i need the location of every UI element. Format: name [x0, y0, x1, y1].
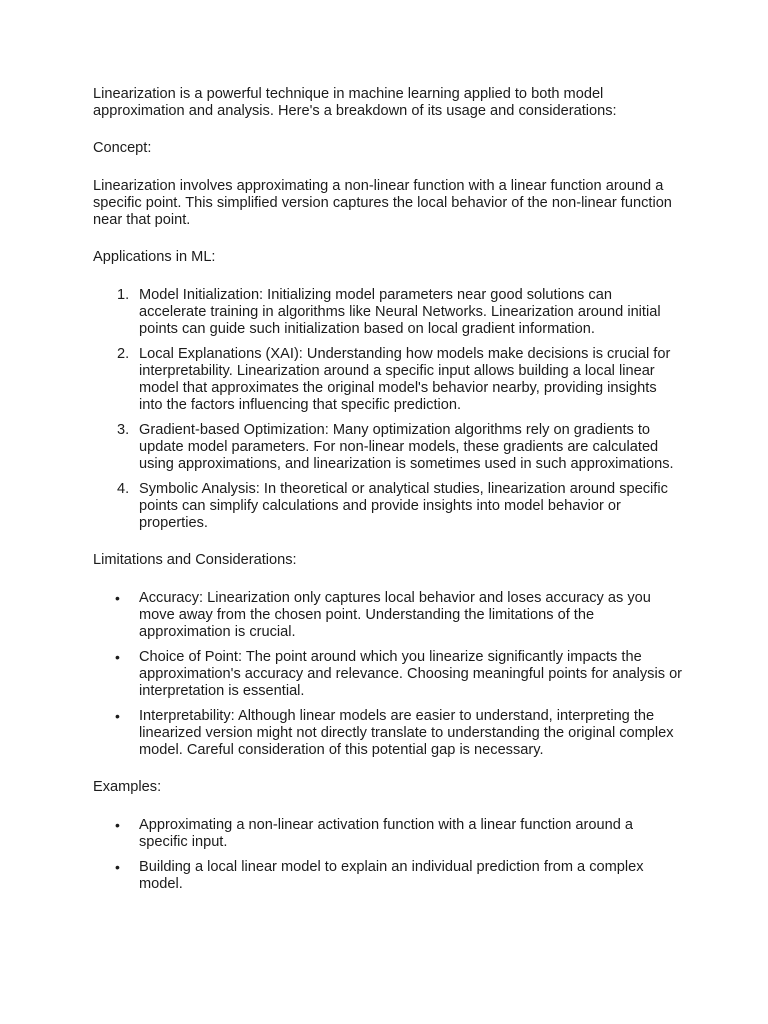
applications-heading: Applications in ML: [93, 249, 216, 265]
list-item [93, 422, 683, 473]
list-item [93, 708, 683, 759]
list-item [93, 859, 683, 893]
list-number: 1. [117, 287, 130, 303]
bullet-icon: • [115, 708, 120, 724]
list-item-text: Approximating a non-linear activation function with a linear function around a specific input. [139, 817, 634, 850]
list-item-text: Accuracy: Linearization only captures local behavior and loses accuracy as you move away from the chosen point. Understanding the limitations of the approximation is crucial. [139, 590, 651, 640]
list-item [93, 817, 683, 851]
limitations-heading: Limitations and Considerations: [93, 552, 297, 568]
list-item-text: Building a local linear model to explain an individual prediction from a complex model. [139, 859, 644, 892]
list-item-text: Gradient-based Optimization: Many optimization algorithms rely on gradients to update model parameters. For non-linear models, these gradients are calculated using approximations, and linearization is sometimes used in such approximations. [139, 422, 674, 472]
list-item-text: Interpretability: Although linear models are easier to understand, interpreting the linearized version might not directly translate to understanding the original complex model. Careful consideration of this potential gap is necessary. [139, 708, 674, 758]
document-page [93, 86, 683, 913]
concept-heading: Concept: [93, 140, 152, 156]
applications-list [93, 287, 683, 532]
list-item [93, 590, 683, 641]
limitations-list [93, 590, 683, 759]
list-item [93, 649, 683, 700]
bullet-icon: • [115, 590, 120, 606]
intro-paragraph: Linearization is a powerful technique in machine learning applied to both model approximation and analysis. Here's a breakdown of its usage and considerations: [93, 86, 617, 119]
list-number: 4. [117, 481, 130, 497]
bullet-icon: • [115, 817, 120, 833]
bullet-icon: • [115, 859, 120, 875]
examples-heading: Examples: [93, 779, 162, 795]
list-item-text: Model Initialization: Initializing model parameters near good solutions can accelerate training in algorithms like Neural Networks. Linearization around initial points can guide such initialization based on local gradient information. [139, 287, 661, 337]
concept-paragraph: Linearization involves approximating a non-linear function with a linear function around a specific point. This simplified version captures the local behavior of the non-linear function near that point. [93, 178, 672, 228]
bullet-icon: • [115, 649, 120, 665]
list-item [93, 481, 683, 532]
list-item [93, 287, 683, 338]
list-item-text: Choice of Point: The point around which you linearize significantly impacts the approximation's accuracy and relevance. Choosing meaningful points for analysis or interpretation is essential. [139, 649, 683, 699]
list-item-text: Local Explanations (XAI): Understanding how models make decisions is crucial for interpretability. Linearization around a specific input allows building a local linear model that approximates the original model's behavior nearby, providing insights into the factors influencing that specific prediction. [139, 346, 671, 413]
examples-list [93, 817, 683, 893]
list-item-text: Symbolic Analysis: In theoretical or analytical studies, linearization around specific points can simplify calculations and provide insights into model behavior or properties. [139, 481, 668, 531]
list-number: 3. [117, 422, 130, 438]
list-item [93, 346, 683, 414]
list-number: 2. [117, 346, 130, 362]
